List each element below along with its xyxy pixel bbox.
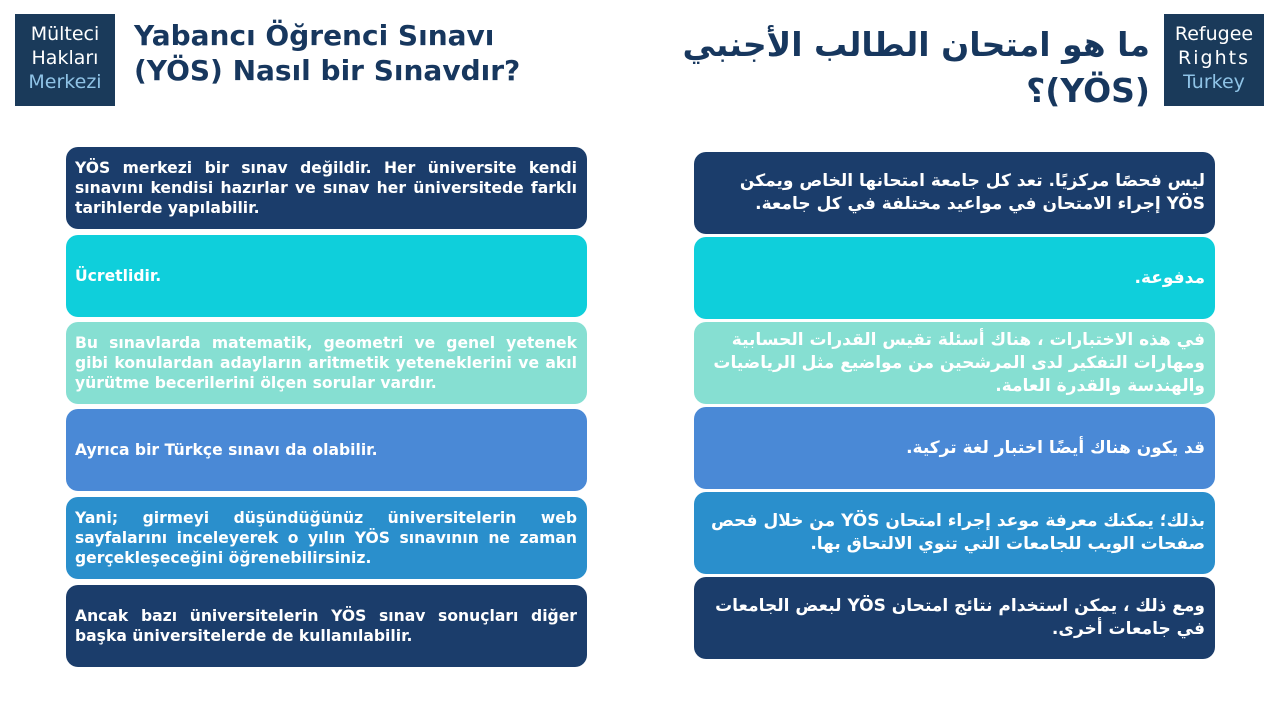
arabic-item-text: في هذه الاختبارات ، هناك أسئلة تقيس القدرات الحسابية ومهارات التفكير لدى المرشحين من مواضيع مثل الرياضيات والهندسة والقدرة العامة. bbox=[713, 329, 1205, 396]
turkish-item-text: Bu sınavlarda matematik, geometri ve genel yetenek gibi konulardan adayların aritmetik yeteneklerini ve akıl yürütme becerilerini ölçen sorular vardır. bbox=[75, 334, 577, 392]
turkish-item-2 bbox=[66, 235, 587, 317]
arabic-item-text: بذلك؛ يمكنك معرفة موعد إجراء امتحان YÖS من خلال فحص صفحات الويب للجامعات التي تنوي الالتحاق بها. bbox=[710, 511, 1205, 554]
arabic-item-5 bbox=[694, 492, 1215, 574]
logo-right-line-2: Rights bbox=[1178, 47, 1250, 69]
arabic-item-4 bbox=[694, 407, 1215, 489]
logo-right-line-3: Turkey bbox=[1183, 71, 1245, 93]
turkish-item-text: Ayrıca bir Türkçe sınavı da olabilir. bbox=[75, 441, 378, 459]
turkish-title-line-1: Yabancı Öğrenci Sınavı bbox=[134, 19, 495, 52]
arabic-title-line-2: (YÖS)؟ bbox=[1026, 71, 1150, 110]
turkish-title-line-2: (YÖS) Nasıl bir Sınavdır? bbox=[134, 54, 521, 87]
arabic-item-text: ومع ذلك ، يمكن استخدام نتائج امتحان YÖS لبعض الجامعات في جامعات أخرى. bbox=[715, 596, 1205, 639]
turkish-item-6 bbox=[66, 585, 587, 667]
arabic-item-1 bbox=[694, 152, 1215, 234]
arabic-title bbox=[630, 22, 1150, 114]
multeci-haklari-merkezi-logo bbox=[15, 14, 115, 106]
logo-left-line-2: Hakları bbox=[31, 47, 99, 69]
turkish-item-4 bbox=[66, 409, 587, 491]
arabic-item-3 bbox=[694, 322, 1215, 404]
arabic-title-line-1: ما هو امتحان الطالب الأجنبي bbox=[682, 25, 1150, 64]
logo-left-line-3: Merkezi bbox=[28, 71, 102, 93]
turkish-item-text: Ücretlidir. bbox=[75, 267, 162, 285]
turkish-item-5 bbox=[66, 497, 587, 579]
refugee-rights-turkey-logo bbox=[1164, 14, 1264, 106]
logo-left-line-1: Mülteci bbox=[30, 23, 100, 45]
arabic-item-text: ليس فحصًا مركزيًا. تعد كل جامعة امتحانها الخاص ويمكن YÖS إجراء الامتحان في مواعيد مختلفة في كل جامعة. bbox=[739, 171, 1205, 214]
turkish-item-text: Ancak bazı üniversitelerin YÖS sınav sonuçları diğer başka üniversitelerde de kullanılabilir. bbox=[75, 607, 577, 645]
turkish-item-text: YÖS merkezi bir sınav değildir. Her üniversite kendi sınavını kendisi hazırlar ve sınav her üniversitede farklı tarihlerde yapılabilir. bbox=[75, 159, 577, 217]
logo-right-line-1: Refugee bbox=[1174, 23, 1254, 45]
arabic-item-6 bbox=[694, 577, 1215, 659]
turkish-item-1 bbox=[66, 147, 587, 229]
arabic-item-text: قد يكون هناك أيضًا اختبار لغة تركية. bbox=[906, 437, 1205, 458]
arabic-item-2 bbox=[694, 237, 1215, 319]
arabic-item-text: مدفوعة. bbox=[1134, 267, 1205, 288]
turkish-title bbox=[134, 18, 654, 88]
turkish-item-text: Yani; girmeyi düşündüğünüz üniversitelerin web sayfalarını inceleyerek o yılın YÖS sınavının ne zaman gerçekleşeceğini öğrenebilirsiniz. bbox=[75, 509, 577, 567]
turkish-item-3 bbox=[66, 322, 587, 404]
